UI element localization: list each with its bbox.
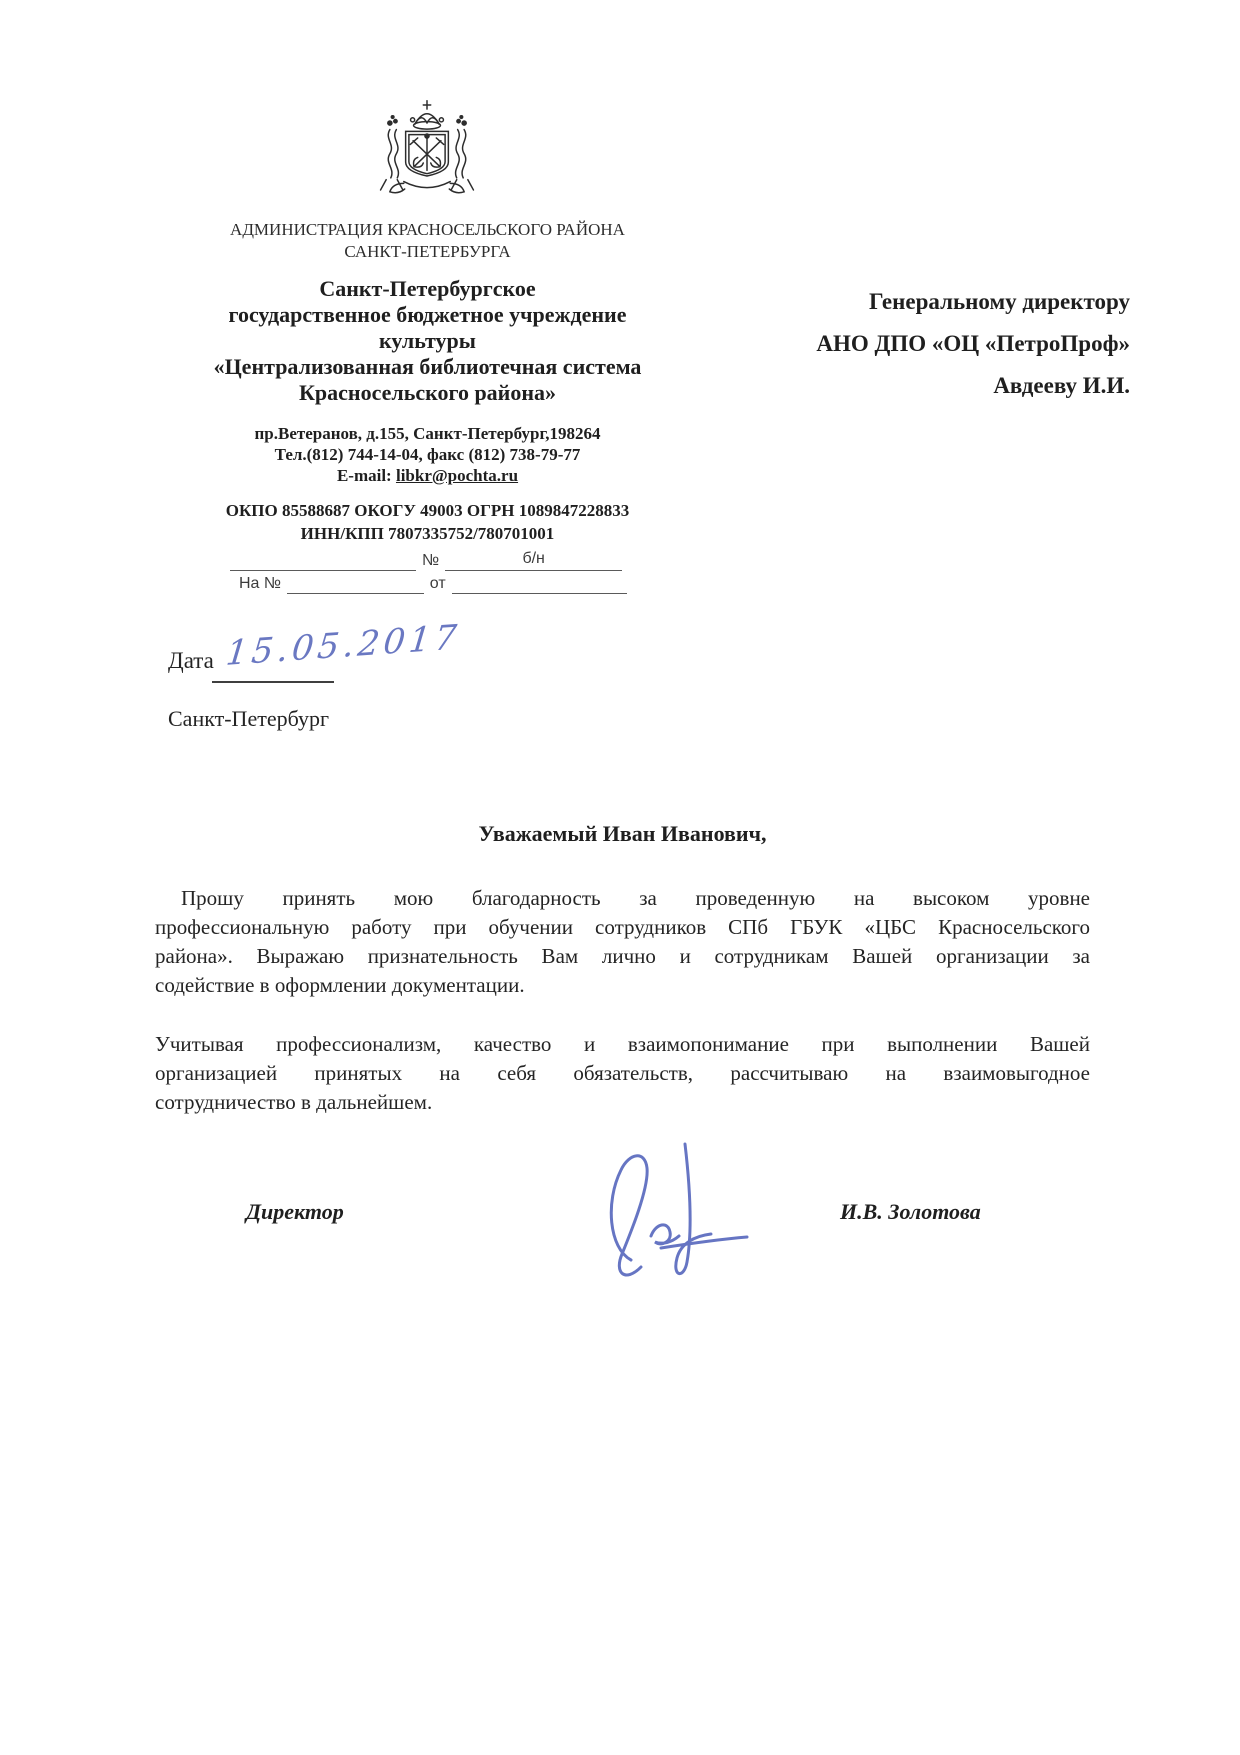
reply-reference-row — [233, 572, 627, 594]
organization-name-line: Санкт-Петербургское — [319, 276, 536, 301]
email-value: libkr@pochta.ru — [395, 466, 519, 485]
contact-block — [115, 423, 740, 486]
from-date-blank-line — [452, 573, 627, 594]
reply-number-blank-line — [287, 573, 424, 594]
organization-name-line: культуры — [379, 328, 476, 353]
codes-line: ОКПО 85588687 ОКОГУ 49003 ОГРН 1089847228833 — [225, 501, 630, 520]
recipient-position: Генеральному директору — [869, 289, 1130, 314]
city-label: Санкт-Петербург — [168, 706, 329, 731]
issuing-authority-line: САНКТ-ПЕТЕРБУРГА — [344, 242, 511, 261]
outgoing-number-row — [230, 549, 627, 571]
salutation: Уважаемый Иван Иванович, — [478, 821, 767, 846]
body-line: содействие в оформлении документации. — [155, 973, 525, 997]
number-blank-line — [230, 550, 416, 571]
issuing-authority-line: АДМИНИСТРАЦИЯ КРАСНОСЕЛЬСКОГО РАЙОНА — [230, 220, 625, 239]
paragraph-1 — [155, 884, 1090, 1000]
organization-name-line: «Централизованная библиотечная система — [213, 354, 642, 379]
handwritten-signature-icon — [565, 1136, 750, 1296]
recipient-organization: АНО ДПО «ОЦ «ПетроПроф» — [816, 331, 1130, 356]
registration-codes-block — [115, 499, 740, 545]
signer-name: И.В. Золотова — [840, 1199, 981, 1224]
organization-name-line: Красносельского района» — [298, 380, 557, 405]
letter-body — [155, 884, 1090, 1117]
date-underline — [212, 681, 334, 683]
email-label: E-mail: — [336, 466, 392, 485]
email-line — [115, 465, 740, 486]
codes-line: ИНН/КПП 7807335752/780701001 — [300, 524, 555, 543]
reply-number-label: На № — [239, 575, 282, 592]
phone-fax-line: Тел.(812) 744-14-04, факс (812) 738-79-77 — [274, 445, 581, 464]
spb-coat-of-arms-icon — [370, 98, 484, 202]
signer-title: Директор — [246, 1199, 344, 1224]
body-line: Прошу принять мою благодарность за проведенную на высоком уровне — [181, 886, 1090, 910]
body-line: района». Выражаю признательность Вам лично и сотрудникам Вашей организации за — [155, 944, 1090, 968]
number-value-line — [445, 550, 622, 571]
from-label: от — [429, 575, 446, 592]
address-line: пр.Ветеранов, д.155, Санкт-Петербург,198264 — [254, 424, 601, 443]
paragraph-2 — [155, 1030, 1090, 1117]
body-line: Учитывая профессионализм, качество и взаимопонимание при выполнении Вашей — [155, 1032, 1090, 1056]
number-value: б/н — [522, 550, 545, 567]
recipient-block — [640, 281, 1130, 407]
body-line: профессиональную работу при обучении сотрудников СПб ГБУК «ЦБС Красносельского — [155, 915, 1090, 939]
body-line: сотрудничество в дальнейшем. — [155, 1090, 433, 1114]
date-label: Дата — [168, 648, 214, 673]
number-sign-label: № — [422, 552, 440, 569]
handwritten-date: 15.05.2017 — [224, 617, 463, 674]
body-line: организацией принятых на себя обязательств, рассчитываю на взаимовыгодное — [155, 1061, 1090, 1085]
organization-name-line: государственное бюджетное учреждение — [228, 302, 627, 327]
issuing-authority-block — [115, 219, 740, 263]
recipient-name: Авдееву И.И. — [993, 373, 1130, 398]
